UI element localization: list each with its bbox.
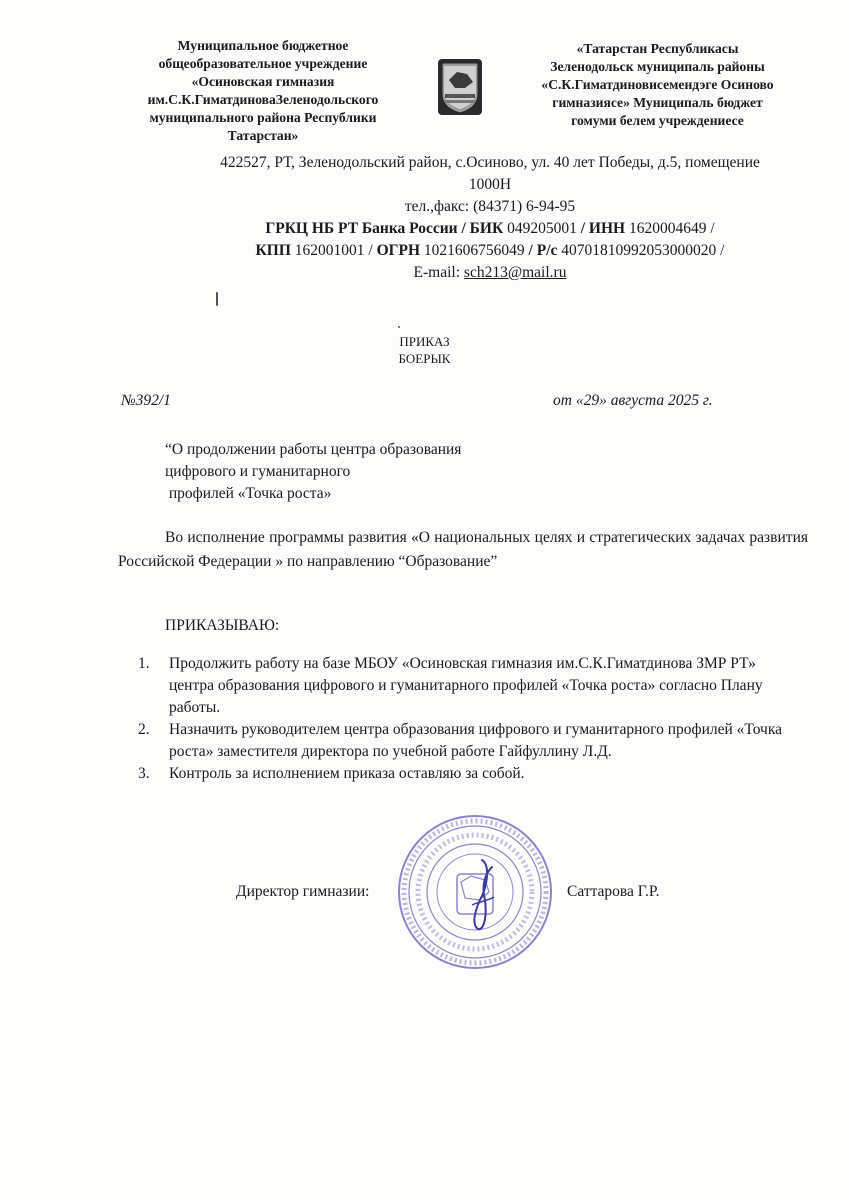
account-label: / Р/с: [528, 242, 558, 259]
kpp-label: КПП: [255, 242, 291, 259]
item-number: 2.: [138, 721, 150, 738]
address-line-2: 1000Н: [468, 176, 512, 193]
bank-label: ГРКЦ НБ РТ Банка России / БИК: [265, 220, 504, 237]
kpp-value: 162001001 /: [294, 242, 373, 259]
list-item: [138, 763, 798, 785]
order-subject: [165, 439, 585, 505]
doc-type-tt: БОЕРЫК: [398, 351, 451, 366]
header-right-line: гомуми белем учреждениесе: [571, 113, 744, 128]
preamble-paragraph: Во исполнение программы развития «О национальных целях и стратегических задачах развития Российской Федерации » по направлению “Образование”: [118, 529, 808, 570]
inn-label: / ИНН: [580, 220, 626, 237]
order-items-list: [138, 653, 798, 785]
header-right-line: гимназиясе» Муниципаль бюджет: [552, 95, 763, 110]
coat-of-arms-icon: [437, 58, 483, 116]
subject-line: профилей «Точка роста»: [165, 485, 332, 502]
item-text: Контроль за исполнением приказа оставляю за собой.: [169, 765, 525, 782]
scan-artifact: [398, 326, 400, 328]
inn-value: 1620004649 /: [628, 220, 715, 237]
signature-name: Саттарова Г.Р.: [567, 883, 660, 900]
order-date: от «29» августа 2025 г.: [553, 392, 713, 409]
item-number: 1.: [138, 655, 150, 672]
header-left-line: Муниципальное бюджетное: [177, 38, 349, 53]
list-item: [138, 653, 798, 719]
header-right-line: «С.К.Гиматдиновисемендэге Осиново: [541, 77, 774, 92]
item-text: Продолжить работу на базе МБОУ «Осиновская гимназия им.С.К.Гиматдинова ЗМР РТ» центра образования цифрового и гуманитарного профилей «Точка роста» согласно Плану работы.: [169, 655, 763, 716]
bank-details-line-2: [170, 240, 810, 262]
doc-type-ru: ПРИКАЗ: [399, 334, 450, 349]
header-left-line: Татарстан»: [227, 128, 299, 143]
header-left-line: им.С.К.ГиматдиноваЗеленодольского: [147, 92, 379, 107]
header-left-line: «Осиновская гимназия: [191, 74, 335, 89]
subject-line: цифрового и гуманитарного: [165, 463, 351, 480]
bik-value: 049205001: [507, 220, 577, 237]
header-right-line: Зеленодольск муниципаль районы: [550, 59, 765, 74]
bank-details-line-1: [170, 218, 810, 240]
email-label: E-mail:: [413, 264, 461, 281]
phone-line: тел.,факс: (84371) 6-94-95: [404, 198, 576, 215]
account-value: 40701810992053000020 /: [561, 242, 725, 259]
email-line: [170, 262, 810, 284]
item-number: 3.: [138, 765, 150, 782]
scan-artifact: [216, 292, 218, 306]
signature-title: Директор гимназии:: [236, 883, 370, 900]
header-left-line: муниципального района Республики: [149, 110, 377, 125]
list-item: [138, 719, 798, 763]
header-right-block: [515, 40, 800, 130]
subject-line: “О продолжении работы центра образования: [165, 441, 462, 458]
header-left-line: общеобразовательное учреждение: [158, 56, 368, 71]
order-heading: ПРИКАЗЫВАЮ:: [165, 617, 280, 634]
item-text: Назначить руководителем центра образования цифрового и гуманитарного профилей «Точка роста» заместителя директора по учебной работе Гайфуллину Л.Д.: [169, 721, 783, 760]
ogrn-label: ОГРН: [376, 242, 421, 259]
contact-block: [170, 152, 810, 284]
header-right-line: «Татарстан Республикасы: [576, 41, 739, 56]
email-link[interactable]: sch213@mail.ru: [463, 264, 567, 281]
ogrn-value: 1021606756049: [423, 242, 525, 259]
order-number: №392/1: [121, 392, 171, 409]
handwritten-signature-icon: [462, 855, 502, 935]
address-line: 422527, РТ, Зеленодольский район, с.Осиново, ул. 40 лет Победы, д.5, помещение: [220, 154, 760, 171]
header-left-block: [128, 37, 398, 145]
